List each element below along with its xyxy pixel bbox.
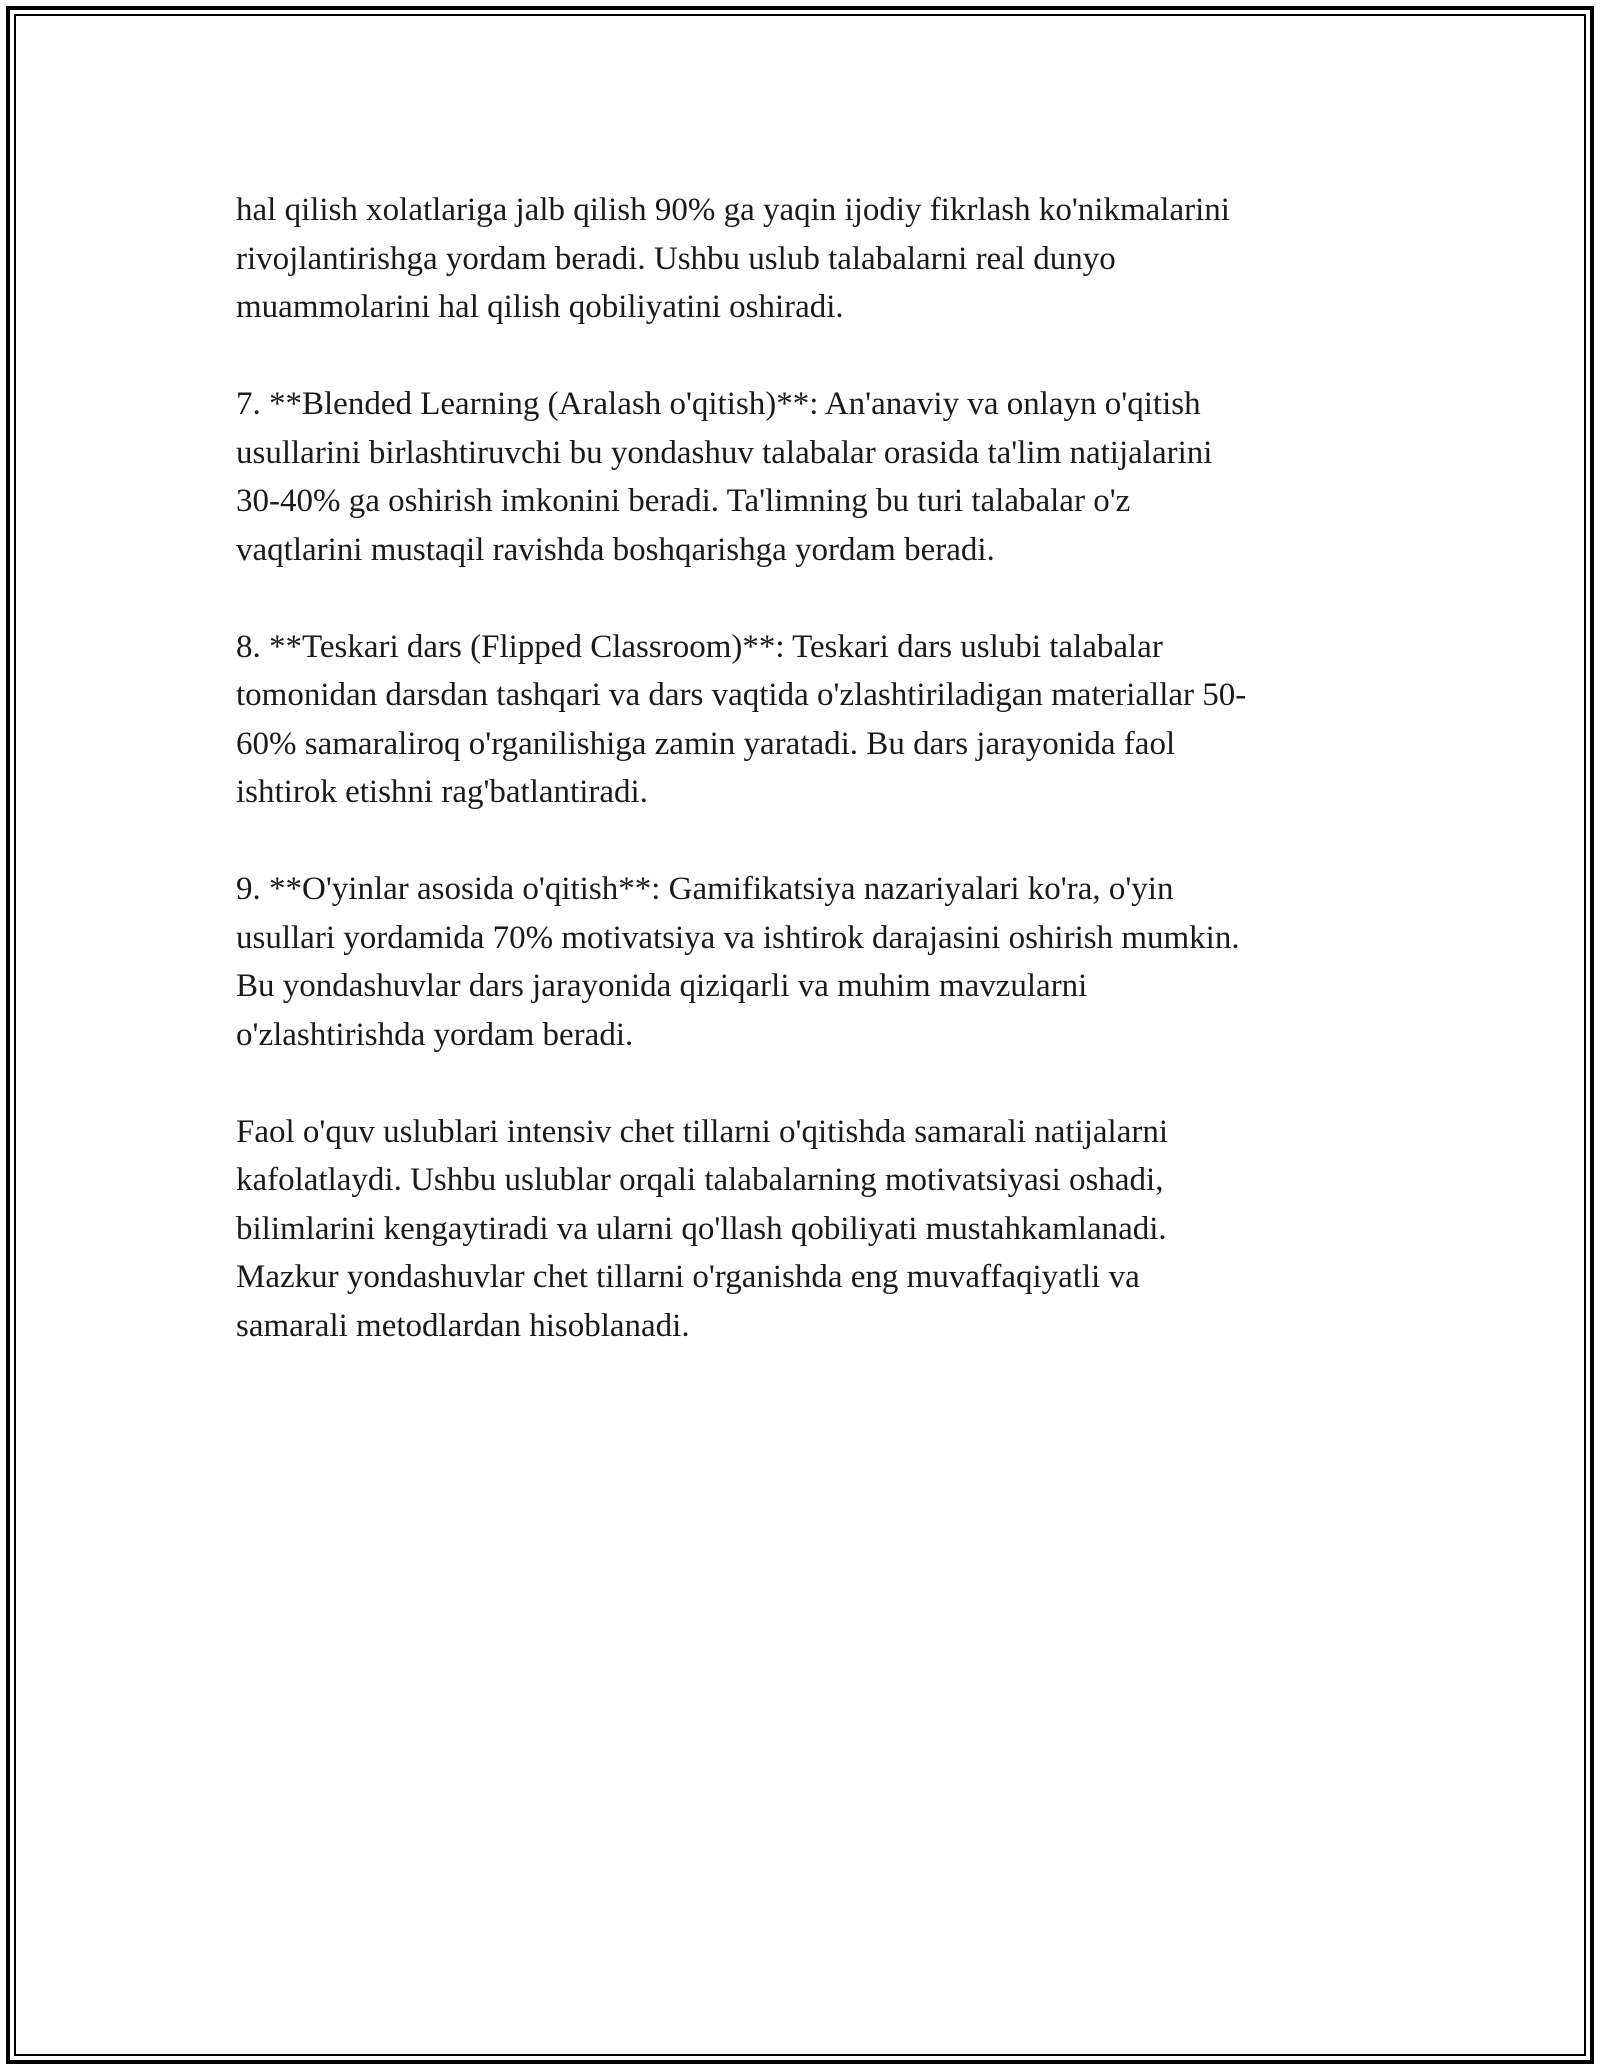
text-line: rivojlantirishga yordam beradi. Ushbu uslub talabalarni real dunyo [236,240,1116,277]
document-body [236,186,1376,1399]
paragraph-continuation [236,186,1376,332]
text-line: muammolarini hal qilish qobiliyatini oshiradi. [236,289,844,325]
paragraph-conclusion [236,1108,1376,1351]
text-line: usullarini birlashtiruvchi bu yondashuv talabalar orasida ta'lim natijalarini [236,434,1213,471]
text-line: Faol o'quv uslublari intensiv chet tillarni o'qitishda samarali natijalarni [236,1113,1169,1150]
text-line: 7. **Blended Learning (Aralash o'qitish)**: An'anaviy va onlayn o'qitish [236,386,1201,422]
text-line: 30-40% ga oshirish imkonini beradi. Ta'limning bu turi talabalar o'z [236,483,1131,519]
text-line: vaqtlarini mustaqil ravishda boshqarishga yordam beradi. [236,531,995,568]
text-line: samarali metodlardan hisoblanadi. [236,1307,690,1344]
text-line: ishtirok etishni rag'batlantiradi. [236,774,648,810]
paragraph-blended-learning [236,380,1376,574]
text-line: 60% samaraliroq o'rganilishiga zamin yaratadi. Bu dars jarayonida faol [236,725,1176,762]
text-line: Mazkur yondashuvlar chet tillarni o'rganishda eng muvaffaqiyatli va [236,1259,1140,1295]
text-line: 9. **O'yinlar asosida o'qitish**: Gamifikatsiya nazariyalari ko'ra, o'yin [236,871,1174,907]
text-line: 8. **Teskari dars (Flipped Classroom)**: Teskari dars uslubi talabalar [236,628,1163,665]
paragraph-flipped-classroom [236,623,1376,817]
text-line: Bu yondashuvlar dars jarayonida qiziqarli va muhim mavzularni [236,968,1088,1004]
text-line: usullari yordamida 70% motivatsiya va ishtirok darajasini oshirish mumkin. [236,919,1240,956]
text-line: o'zlashtirishda yordam beradi. [236,1016,634,1053]
text-line: bilimlarini kengaytiradi va ularni qo'llash qobiliyati mustahkamlanadi. [236,1210,1167,1247]
paragraph-gamification [236,865,1376,1059]
text-line: hal qilish xolatlariga jalb qilish 90% ga yaqin ijodiy fikrlash ko'nikmalarini [236,192,1230,228]
text-line: kafolatlaydi. Ushbu uslublar orqali talabalarning motivatsiyasi oshadi, [236,1162,1164,1198]
text-line: tomonidan darsdan tashqari va dars vaqtida o'zlashtiriladigan materiallar 50- [236,677,1247,713]
